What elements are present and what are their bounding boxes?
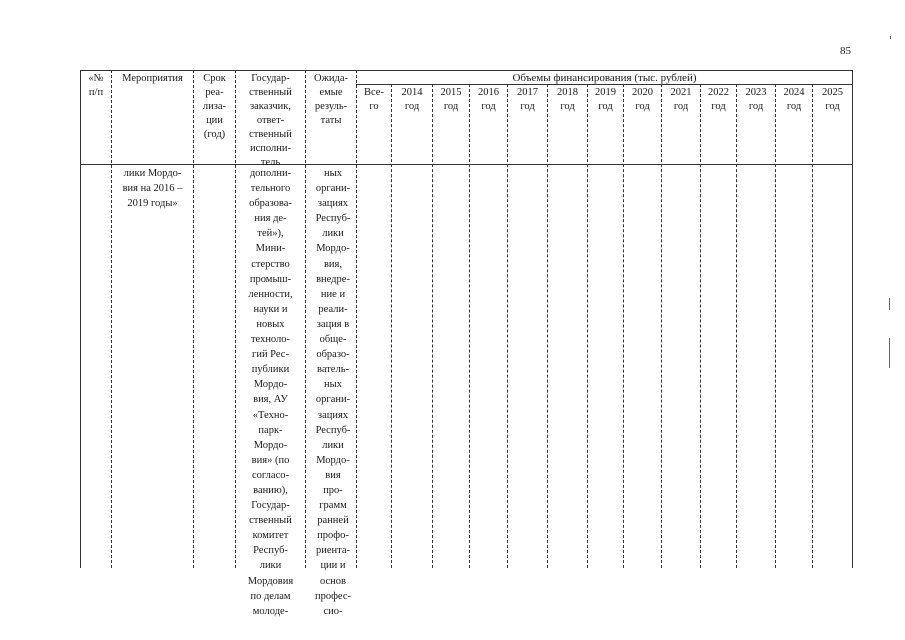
col-divider: [700, 84, 701, 568]
col-divider: [356, 70, 357, 568]
header-year: 2017 год: [517, 87, 538, 112]
row-event: лики Мордо- вия на 2016 – 2019 годы»: [122, 168, 183, 210]
col-divider: [193, 70, 194, 568]
header-year: 2018 год: [557, 87, 578, 112]
header-term: Срок реа- лиза- ции (год): [202, 73, 227, 140]
col-divider: [391, 84, 392, 568]
header-year: 2016 год: [478, 87, 499, 112]
header-year: 2025 год: [822, 87, 843, 112]
col-divider: [111, 70, 112, 568]
header-results: Ожида- емые резуль- таты: [314, 73, 348, 126]
row-results: ных органи- зациях Респуб- лики Мордо- вия, внедре- ние и реали- зация в обще- образо- ватель- ных органи- зациях Респуб- лики Мордо- вия про- грамм ранней профо- риента- ции и основ профес- сио-: [314, 168, 351, 617]
col-divider: [587, 84, 588, 568]
page-number: 85: [840, 45, 851, 57]
header-year: 2022 год: [708, 87, 729, 112]
scan-artifact: [889, 338, 890, 368]
col-divider: [80, 70, 81, 568]
col-divider: [661, 84, 662, 568]
header-year: 2015 год: [440, 87, 462, 112]
col-divider: [432, 84, 433, 568]
header-number: «№ п/п: [88, 73, 104, 98]
col-divider: [812, 84, 813, 568]
col-divider: [736, 84, 737, 568]
col-divider: [305, 70, 306, 568]
header-year: 2021 год: [670, 87, 692, 112]
header-year: 2014 год: [401, 87, 423, 112]
header-event: Мероприятия: [122, 73, 183, 84]
col-divider: [775, 84, 776, 568]
scan-artifact: [890, 36, 891, 39]
col-divider: [469, 84, 470, 568]
col-divider: [852, 70, 853, 568]
header-funding-group: Объемы финансирования (тыс. рублей): [512, 72, 697, 84]
row-customer: дополни- тельного образова- ния де- тей»), Мини- стерство промыш- ленности, науки и новых техноло- гий Рес- публики Мордо- вия, АУ «Техно- парк- Мордо- вия» (по согласо- ванию), Государ- ственный комитет Респуб- лики Мордовия по делам молоде-: [247, 168, 294, 617]
header-year: 2024 год: [783, 87, 805, 112]
header-total: Все- го: [364, 87, 384, 112]
header-year: 2020 год: [632, 87, 653, 112]
col-divider: [507, 84, 508, 568]
header-year: 2023 год: [745, 87, 767, 112]
header-year: 2019 год: [595, 87, 616, 112]
col-divider: [547, 84, 548, 568]
scan-artifact: [889, 298, 890, 310]
header-customer: Государ- ственный заказчик, ответ- ственный исполни- тель: [249, 73, 292, 168]
col-divider: [623, 84, 624, 568]
